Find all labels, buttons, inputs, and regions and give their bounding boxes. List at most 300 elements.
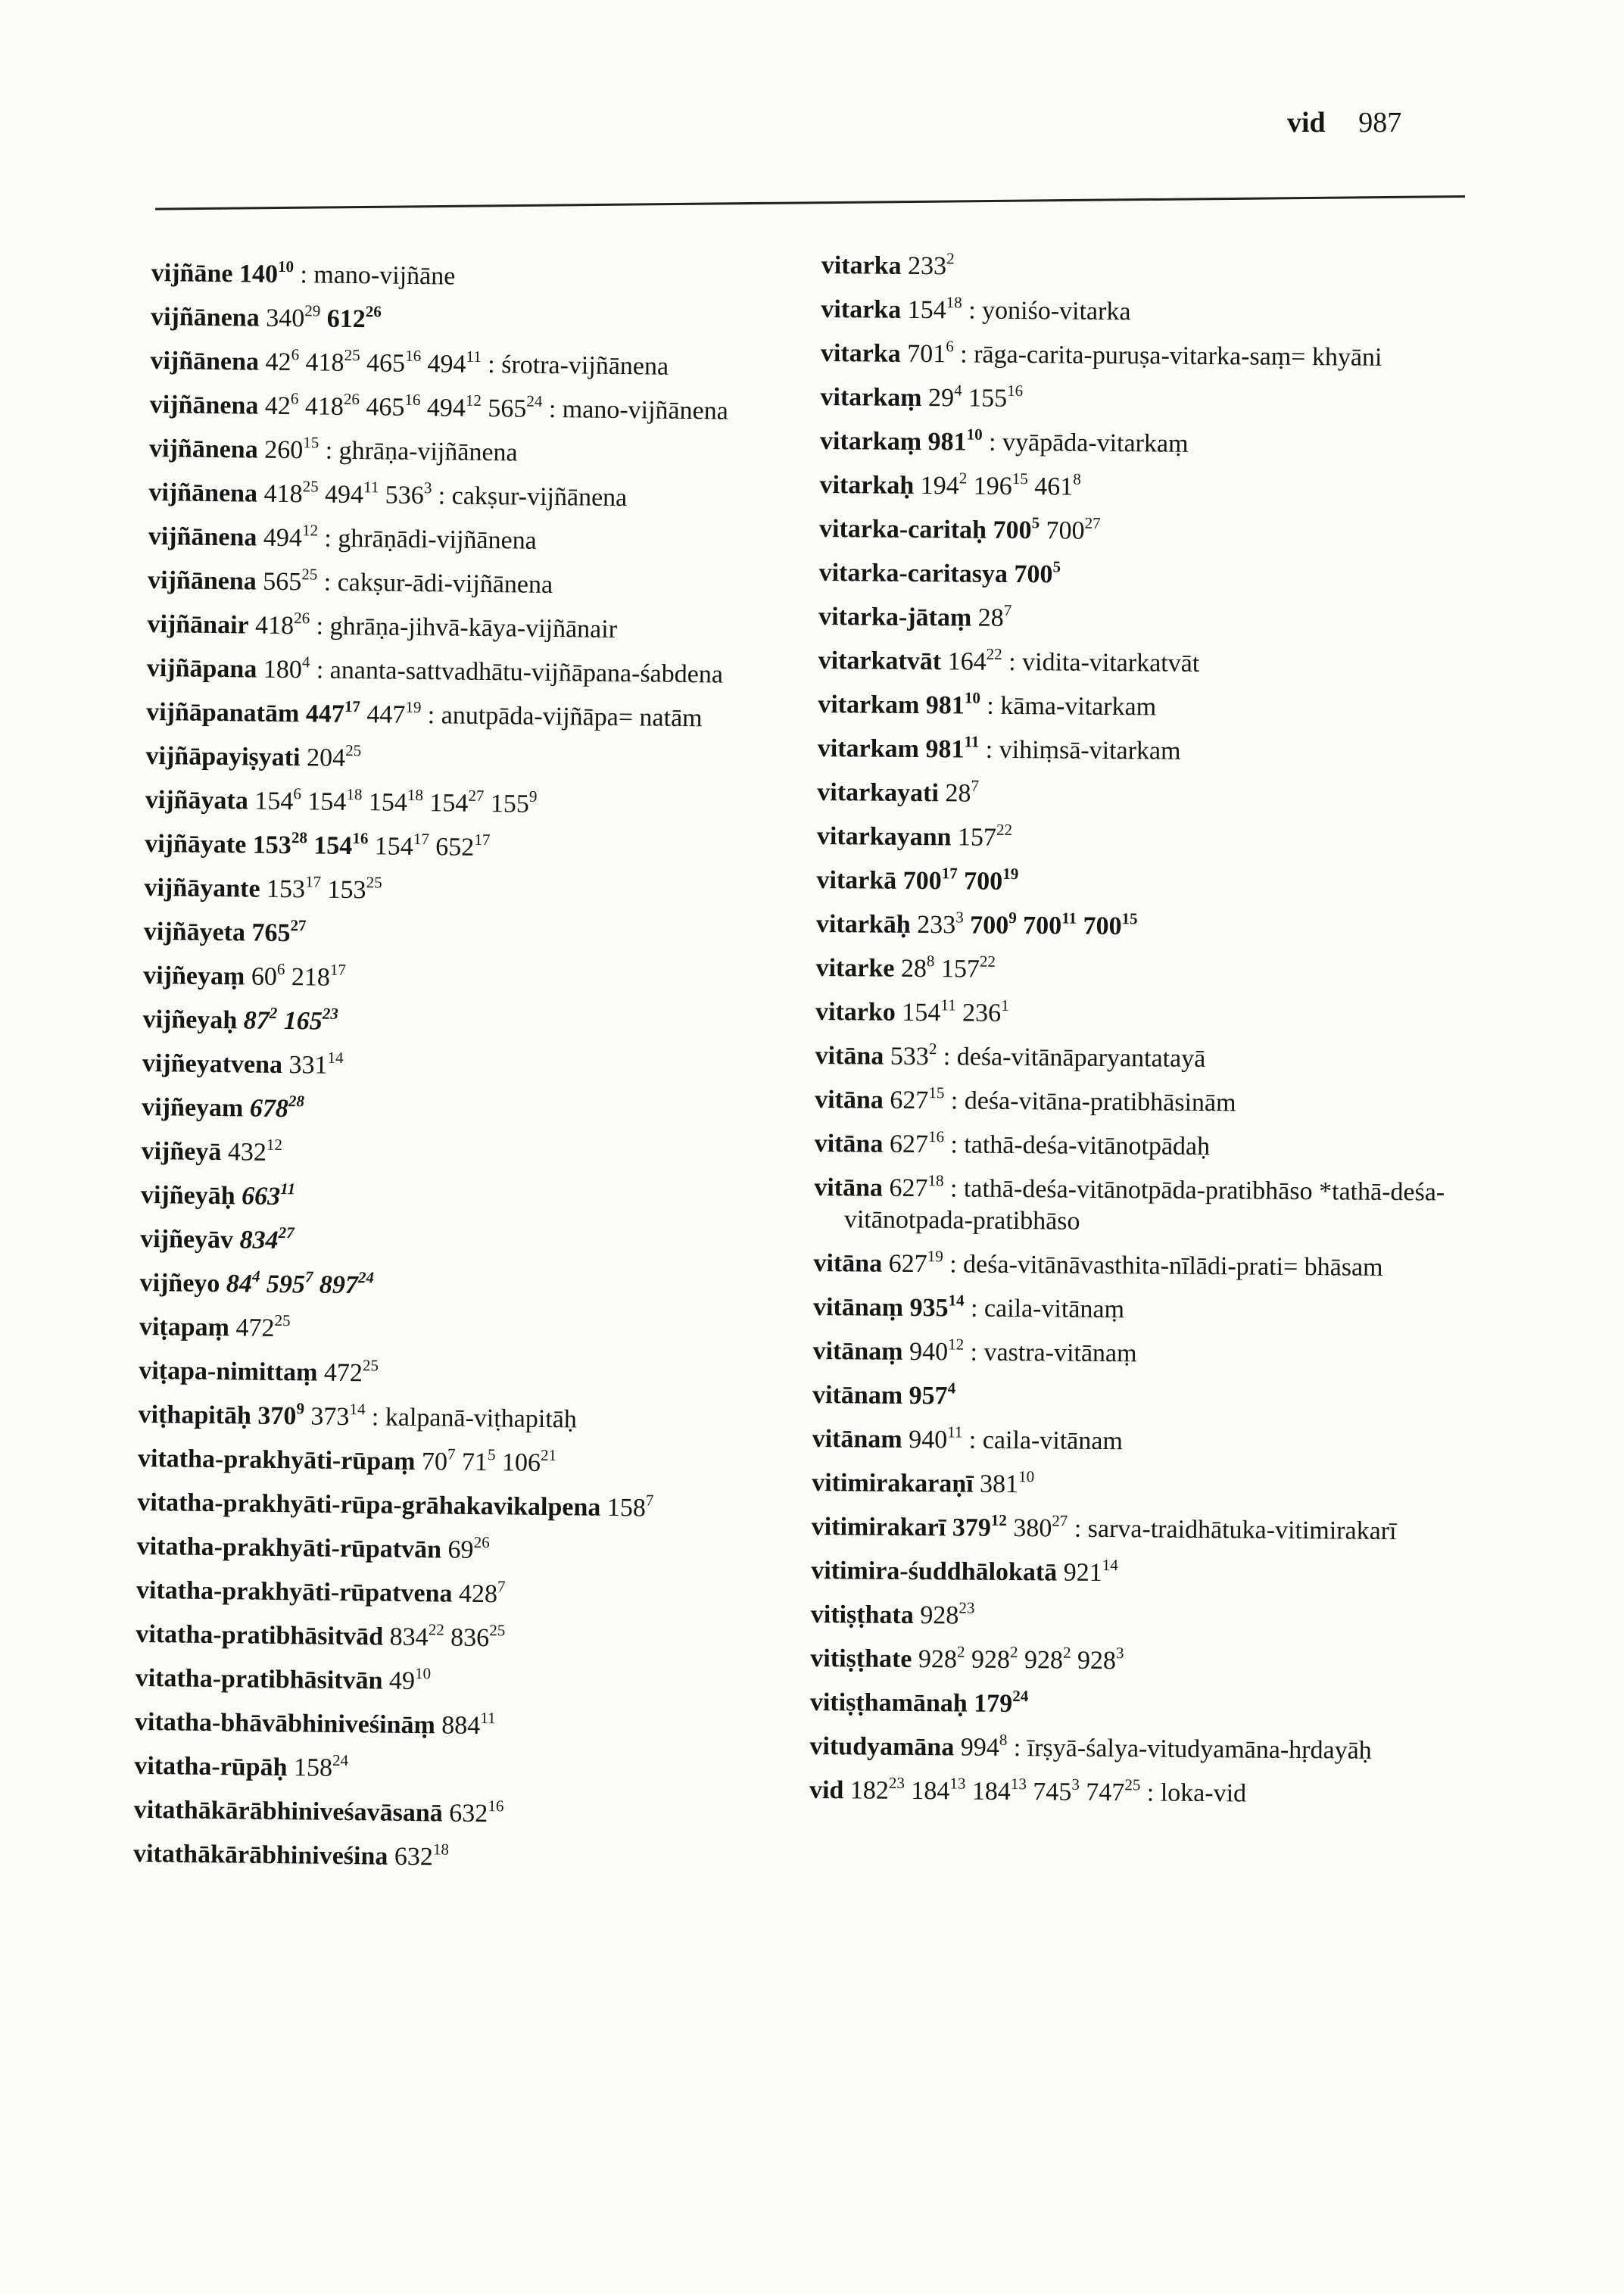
headword: vitarkaṃ	[820, 382, 922, 413]
page-ref: 71	[461, 1448, 488, 1477]
page-ref: 700	[1083, 912, 1122, 941]
line-ref: 22	[428, 1619, 444, 1639]
compound-gloss: cakṣur-vijñānena	[451, 482, 628, 513]
line-ref: 15	[1121, 909, 1138, 927]
page-ref: 154	[429, 789, 469, 818]
index-entry	[136, 1619, 817, 1658]
reference	[971, 1774, 1027, 1806]
compound-gloss: vyāpāda-vitarkaṃ	[1002, 428, 1189, 458]
reference	[849, 1773, 906, 1805]
page-ref: 701	[907, 339, 946, 369]
page-ref: 472	[323, 1358, 363, 1388]
headword: vijñāne	[151, 258, 233, 288]
page-ref: 194	[920, 472, 959, 500]
reference	[254, 608, 310, 641]
line-ref: 4	[947, 1379, 956, 1398]
index-entry	[819, 469, 1501, 506]
page-ref: 632	[394, 1842, 434, 1872]
line-ref: 11	[1061, 909, 1077, 927]
page-ref: 154	[902, 998, 941, 1027]
reference	[970, 908, 1017, 940]
headword: vijñeyo	[139, 1268, 220, 1298]
page-ref: 921	[1063, 1558, 1102, 1587]
reference	[306, 740, 362, 772]
compound-gloss: rāga-carita-puruṣa-vitarka-saṃ= khyāni	[974, 340, 1382, 372]
page-ref: 179	[974, 1689, 1013, 1719]
line-ref: 26	[294, 608, 310, 628]
reference	[461, 1445, 496, 1477]
compound-gloss: īrṣyā-śalya-vitudyamāna-hṛdayāḥ	[1027, 1734, 1372, 1765]
page-ref: 447	[366, 700, 406, 729]
line-ref: 16	[488, 1796, 504, 1816]
page-ref: 28	[945, 779, 971, 808]
line-ref: 11	[280, 1179, 296, 1198]
line-ref: 25	[301, 564, 318, 584]
reference	[490, 787, 538, 818]
index-entry	[817, 821, 1498, 858]
reference	[251, 959, 285, 992]
page-ref: 940	[909, 1337, 949, 1367]
index-entry	[142, 1004, 824, 1043]
page-ref: 154	[907, 295, 946, 325]
line-ref: 13	[949, 1774, 966, 1793]
reference	[1083, 909, 1138, 941]
page-ref: 765	[251, 918, 291, 948]
index-entry	[812, 1467, 1493, 1504]
reference	[249, 1091, 305, 1124]
reference	[313, 828, 369, 861]
headword: vijñāyate	[145, 829, 247, 859]
headword: vijñeyam	[142, 1092, 244, 1123]
reference	[920, 469, 968, 500]
line-ref: 6	[291, 344, 300, 363]
headword: vijñeyāv	[140, 1224, 234, 1255]
page-ref: 157	[940, 955, 980, 983]
page-ref: 154	[374, 832, 413, 861]
line-ref: 28	[288, 1091, 305, 1111]
index-entry: vijñānena $418^{25}$ $494^{11}$ $536^3$ : cakṣur-vijñānena	[148, 476, 628, 513]
line-ref: 10	[964, 688, 981, 707]
headword: vitarka	[821, 251, 902, 280]
page-ref: 663	[241, 1182, 281, 1211]
page-ref: 28	[900, 954, 927, 983]
index-entry	[818, 557, 1500, 594]
line-ref: 14	[948, 1291, 965, 1310]
line-ref: 17	[941, 863, 958, 883]
page-ref: 418	[304, 392, 344, 421]
reference	[964, 864, 1019, 896]
line-ref: 11	[964, 732, 980, 751]
reference	[993, 513, 1040, 545]
index-entry: vitānaṃ $940^{12}$ : vastra-vitānaṃ	[812, 1335, 1137, 1368]
page-ref: 897	[319, 1270, 359, 1300]
reference	[907, 248, 955, 281]
reference	[917, 908, 964, 940]
line-ref: 18	[346, 784, 363, 803]
page-ref: 494	[427, 350, 466, 379]
headword: vitudyamāna	[809, 1731, 955, 1762]
line-ref: 22	[996, 820, 1013, 839]
reference	[324, 477, 379, 510]
line-ref: 9	[1008, 908, 1017, 927]
reference	[907, 292, 962, 325]
page-ref: 928	[971, 1645, 1011, 1675]
page-ref: 233	[907, 251, 947, 281]
compound-gloss: anutpāda-vijñāpa= natām	[441, 701, 703, 733]
reference	[293, 1750, 349, 1782]
index-entry	[133, 1838, 815, 1878]
index-entry	[143, 960, 824, 999]
page-ref: 465	[366, 349, 406, 378]
line-ref: 14	[1102, 1555, 1118, 1574]
headword: vijñānena	[147, 566, 257, 596]
reference	[962, 996, 1009, 1027]
index-entry: vijñānena $565^{25}$ : cakṣur-ādi-vijñānena	[147, 564, 553, 600]
reference	[388, 1663, 432, 1696]
reference	[319, 1267, 375, 1300]
line-ref: 2	[1062, 1643, 1071, 1662]
page-ref: 29	[927, 384, 955, 413]
reference	[888, 1246, 943, 1279]
reference	[458, 1576, 506, 1609]
headword: vijñānair	[147, 609, 249, 640]
page-ref: 745	[1033, 1778, 1072, 1806]
page-ref: 370	[257, 1401, 297, 1431]
compound-gloss: vidita-vitarkatvāt	[1021, 648, 1200, 678]
page-ref: 331	[288, 1051, 328, 1080]
line-ref: 17	[329, 960, 347, 979]
line-ref: 24	[357, 1267, 375, 1287]
headword: vijñeyaḥ	[142, 1005, 238, 1035]
line-ref: 18	[407, 785, 424, 804]
page-ref: 747	[1086, 1778, 1125, 1807]
reference	[264, 388, 299, 421]
headword: vitathākārābhiniveśina	[132, 1839, 388, 1871]
line-ref: 12	[948, 1335, 965, 1354]
page-ref: 627	[890, 1086, 929, 1115]
page-ref: 60	[251, 962, 278, 991]
reference	[902, 863, 958, 896]
line-ref: 27	[278, 1223, 295, 1242]
compound-gloss: caila-vitānam	[982, 1426, 1124, 1456]
reference	[305, 697, 361, 728]
line-ref: 5	[487, 1445, 496, 1463]
line-ref: 28	[291, 828, 308, 847]
compound-gloss: tathā-deśa-vitānotpāda-pratibhāso *tathā-deśa-vitānotpada-pratibhāso	[843, 1174, 1445, 1236]
line-ref: 10	[1018, 1466, 1035, 1485]
index-entry	[136, 1531, 818, 1570]
index-entry	[138, 1443, 819, 1482]
index-entry	[134, 1750, 815, 1790]
compound-gloss: tathā-deśa-vitānotpādaḥ	[964, 1130, 1211, 1161]
reference	[952, 1510, 1007, 1542]
reference	[441, 1708, 496, 1741]
headword: vitānaṃ	[812, 1336, 903, 1366]
headword: vitarkaṃ	[819, 426, 922, 457]
line-ref: 25	[362, 1355, 379, 1375]
index-entry	[139, 1355, 820, 1395]
index-entry: vitāna $627^{18}$ : tathā-deśa-vitānotpāda-pratibhāso *tathā-deśa-vitānotpada-pratibhāso	[814, 1170, 1445, 1236]
line-ref: 25	[344, 345, 360, 364]
page-ref: 928	[1077, 1646, 1117, 1675]
line-ref: 25	[489, 1620, 506, 1640]
page-ref: 69	[447, 1535, 474, 1564]
headword: viṭapaṃ	[139, 1312, 230, 1342]
index-entry: vijñānena $42^6$ $418^{25}$ $465^{16}$ $494^{11}$ : śrotra-vijñānena	[150, 344, 669, 381]
index-entry	[145, 784, 827, 824]
index-entry: vijñāne $140^{10}$ : mano-vijñāne	[151, 257, 456, 291]
reference	[971, 1642, 1018, 1675]
line-ref: 10	[277, 257, 295, 276]
line-ref: 26	[473, 1532, 490, 1551]
page-ref: 700	[1014, 560, 1053, 589]
headword: vitarkam	[818, 690, 920, 720]
page-ref: 49	[388, 1666, 416, 1696]
line-ref: 27	[1052, 1511, 1068, 1530]
index-entry	[135, 1663, 816, 1702]
headword: vijñeyatvena	[142, 1049, 283, 1080]
index-entry: vijñāpana $180^4$ : ananta-sattvadhātu-vijñāpana-śabdena	[146, 652, 724, 689]
reference	[889, 1127, 945, 1159]
headword: vitatha-prakhyāti-rūpatvena	[136, 1576, 453, 1608]
page-ref: 418	[305, 348, 344, 377]
headword: vijñānena	[150, 302, 260, 332]
line-ref: 11	[363, 477, 379, 497]
line-ref: 25	[302, 476, 319, 496]
compound-gloss: ghrāṇa-vijñānena	[338, 436, 518, 467]
index-entry	[142, 1048, 824, 1087]
compound-gloss: kāma-vitarkam	[1000, 691, 1157, 722]
index-entry: viṭhapitāḥ $370^9$ $373^{14}$ : kalpanā-viṭhapitāḥ	[138, 1398, 578, 1434]
page-ref: 957	[909, 1381, 948, 1410]
index-entry: vitāna $533^2$ : deśa-vitānāparyantatayā	[815, 1039, 1206, 1074]
line-ref: 22	[979, 952, 996, 971]
page-ref: 884	[441, 1711, 481, 1741]
reference	[1086, 1775, 1141, 1807]
line-ref: 12	[301, 520, 319, 540]
line-ref: 12	[465, 391, 482, 410]
reference	[909, 1291, 965, 1323]
page-ref: 236	[962, 999, 1002, 1027]
page-ref: 700	[1023, 912, 1062, 940]
reference	[264, 432, 320, 465]
line-ref: 19	[405, 697, 422, 716]
reference	[902, 995, 956, 1027]
headword: vijñānena	[150, 346, 260, 376]
reference	[251, 915, 307, 948]
page-ref: 154	[254, 787, 294, 816]
compound-gloss: sarva-traidhātuka-vitimirakarī	[1087, 1514, 1397, 1546]
headword: vijñāpana	[146, 653, 257, 684]
reference	[927, 425, 983, 457]
line-ref: 7	[304, 1267, 313, 1286]
page-ref: 154	[313, 831, 353, 861]
line-ref: 16	[1007, 381, 1024, 400]
line-ref: 27	[290, 915, 307, 935]
reference	[426, 391, 482, 422]
line-ref: 15	[1011, 469, 1028, 488]
line-ref: 2	[956, 1642, 965, 1661]
line-ref: 18	[946, 292, 962, 312]
index-entry: vitānam $940^{11}$ : caila-vitānam	[812, 1423, 1124, 1456]
index-entry: vitarkam $981^{10}$ : kāma-vitarkam	[818, 688, 1157, 722]
line-ref: 4	[954, 381, 962, 400]
reference	[960, 1730, 1008, 1762]
headword: viṭapa-nimittaṃ	[139, 1356, 318, 1387]
compound-gloss: mano-vijñāne	[313, 260, 456, 291]
page-ref: 565	[488, 394, 527, 423]
reference	[263, 476, 319, 509]
page-ref: 233	[917, 911, 956, 940]
page-ref: 153	[252, 831, 292, 860]
index-entry	[810, 1643, 1492, 1680]
index-entry	[139, 1267, 821, 1307]
reference	[435, 830, 491, 862]
headword: vitatha-rūpāḥ	[134, 1751, 288, 1782]
page-ref: 380	[1013, 1514, 1052, 1543]
line-ref: 2	[928, 1039, 937, 1058]
page-ref: 928	[920, 1601, 959, 1630]
index-entry: vitarkaṃ $981^{10}$ : vyāpāda-vitarkaṃ	[819, 425, 1189, 458]
page-ref: 154	[368, 788, 408, 817]
index-entry: vijñānena $494^{12}$ : ghrāṇādi-vijñānena	[148, 520, 537, 555]
line-ref: 7	[1003, 600, 1012, 619]
headword: vid	[809, 1775, 844, 1805]
reference	[449, 1796, 504, 1828]
headword: vitarka-caritaḥ	[818, 514, 987, 544]
page-ref: 418	[263, 479, 303, 509]
reference	[291, 960, 347, 992]
page-ref: 595	[266, 1270, 306, 1299]
reference	[1024, 1643, 1071, 1675]
headword: vijñeyāḥ	[140, 1180, 235, 1211]
line-ref: 11	[480, 1708, 496, 1727]
page-ref: 494	[426, 394, 466, 422]
page-ref: 536	[385, 481, 424, 510]
reference	[488, 391, 543, 423]
index-entry: vitarkatvāt $164^{22}$ : vidita-vitarkatvāt	[818, 644, 1200, 678]
headword: vitimira-śuddhālokatā	[811, 1556, 1058, 1587]
page-ref: 928	[1024, 1646, 1064, 1675]
index-entry	[142, 1092, 823, 1131]
reference	[304, 389, 360, 421]
reference	[310, 1399, 366, 1432]
page-ref: 928	[918, 1645, 958, 1674]
page-ref: 652	[435, 833, 475, 862]
page-ref: 180	[263, 655, 303, 684]
page-ref: 42	[264, 391, 291, 421]
index-entry	[139, 1311, 821, 1351]
compound-gloss: ghrāṇādi-vijñānena	[338, 524, 537, 555]
page-ref: 418	[254, 611, 295, 641]
line-ref: 24	[526, 391, 543, 410]
page-ref: 494	[324, 480, 364, 510]
headword: vijñāpanatām	[145, 697, 300, 728]
compound-gloss: deśa-vitānāvasthita-nīlādi-prati= bhāsam	[962, 1250, 1383, 1282]
reference	[957, 820, 1013, 852]
line-ref: 25	[1124, 1775, 1141, 1794]
line-ref: 10	[966, 425, 983, 444]
line-ref: 24	[1012, 1686, 1029, 1705]
reference	[283, 1004, 339, 1036]
page-ref: 158	[606, 1493, 647, 1523]
headword: vitarkayati	[817, 778, 940, 808]
line-ref: 18	[927, 1170, 944, 1189]
index-entry: vijñānena $42^6$ $418^{26}$ $465^{16}$ $494^{12}$ $565^{24}$ : mano-vijñānena	[149, 388, 729, 425]
line-ref: 3	[1071, 1775, 1080, 1794]
line-ref: 16	[927, 1127, 945, 1145]
reference	[252, 828, 308, 860]
compound-gloss: vastra-vitānaṃ	[983, 1338, 1137, 1368]
page-ref: 447	[305, 700, 345, 728]
line-ref: 23	[322, 1004, 339, 1023]
headword: vitarkatvāt	[818, 646, 942, 676]
page-ref: 612	[326, 304, 366, 334]
headword: vitāna	[814, 1129, 884, 1158]
index-entry	[811, 1599, 1492, 1636]
index-entry: vitānaṃ $935^{14}$ : caila-vitānaṃ	[812, 1291, 1125, 1324]
page-ref: 700	[902, 866, 942, 896]
line-ref: 6	[946, 336, 954, 356]
headword: vitarkā	[816, 865, 897, 895]
page-ref: 381	[979, 1470, 1019, 1499]
index-entry: vitarka $701^6$ : rāga-carita-puruṣa-vitarka-saṃ= khyāni	[820, 336, 1382, 372]
reference	[1034, 469, 1081, 501]
reference	[243, 1003, 278, 1035]
index-entry: vitāna $627^{15}$ : deśa-vitāna-pratibhāsinām	[815, 1083, 1236, 1117]
page-ref: 678	[249, 1094, 289, 1124]
index-entry	[141, 1136, 822, 1175]
page-ref: 182	[849, 1776, 890, 1805]
index-entry	[144, 872, 825, 912]
reference	[927, 381, 962, 413]
headword: vitarka	[821, 295, 902, 324]
index-entry: vitudyamāna $994^8$ : īrṣyā-śalya-vitudyamāna-hṛdayāḥ	[809, 1730, 1372, 1765]
headword: vitarka	[820, 338, 901, 368]
reference	[977, 600, 1012, 632]
headword: vitarkam	[817, 734, 920, 764]
headword: vijñāyeta	[143, 917, 246, 947]
reference	[450, 1620, 506, 1653]
reference	[265, 344, 300, 377]
line-ref: 3	[955, 908, 964, 927]
line-ref: 23	[959, 1598, 975, 1617]
index-entry	[141, 1180, 822, 1219]
index-entry: vitarkam $981^{11}$ : vihiṃsā-vitarkam	[817, 732, 1181, 765]
reference	[1077, 1643, 1124, 1675]
page-ref: 155	[968, 384, 1008, 413]
reference	[238, 257, 295, 288]
headword: vijñeyaṃ	[143, 961, 245, 991]
line-ref: 23	[888, 1773, 906, 1792]
reference	[907, 336, 954, 369]
line-ref: 17	[413, 829, 430, 848]
reference	[920, 1598, 975, 1630]
reference	[226, 1267, 260, 1298]
reference	[973, 469, 1028, 501]
page-ref: 627	[889, 1173, 928, 1203]
page-ref: 428	[458, 1579, 498, 1609]
reference	[307, 784, 363, 816]
reference	[968, 381, 1024, 413]
index-entry	[136, 1575, 818, 1614]
line-ref: 1	[1001, 996, 1009, 1015]
page-ref: 834	[239, 1226, 279, 1255]
headword: vitarko	[815, 997, 896, 1027]
page-ref: 153	[266, 874, 306, 904]
line-ref: 26	[365, 301, 382, 321]
page-ref: 140	[238, 260, 279, 288]
